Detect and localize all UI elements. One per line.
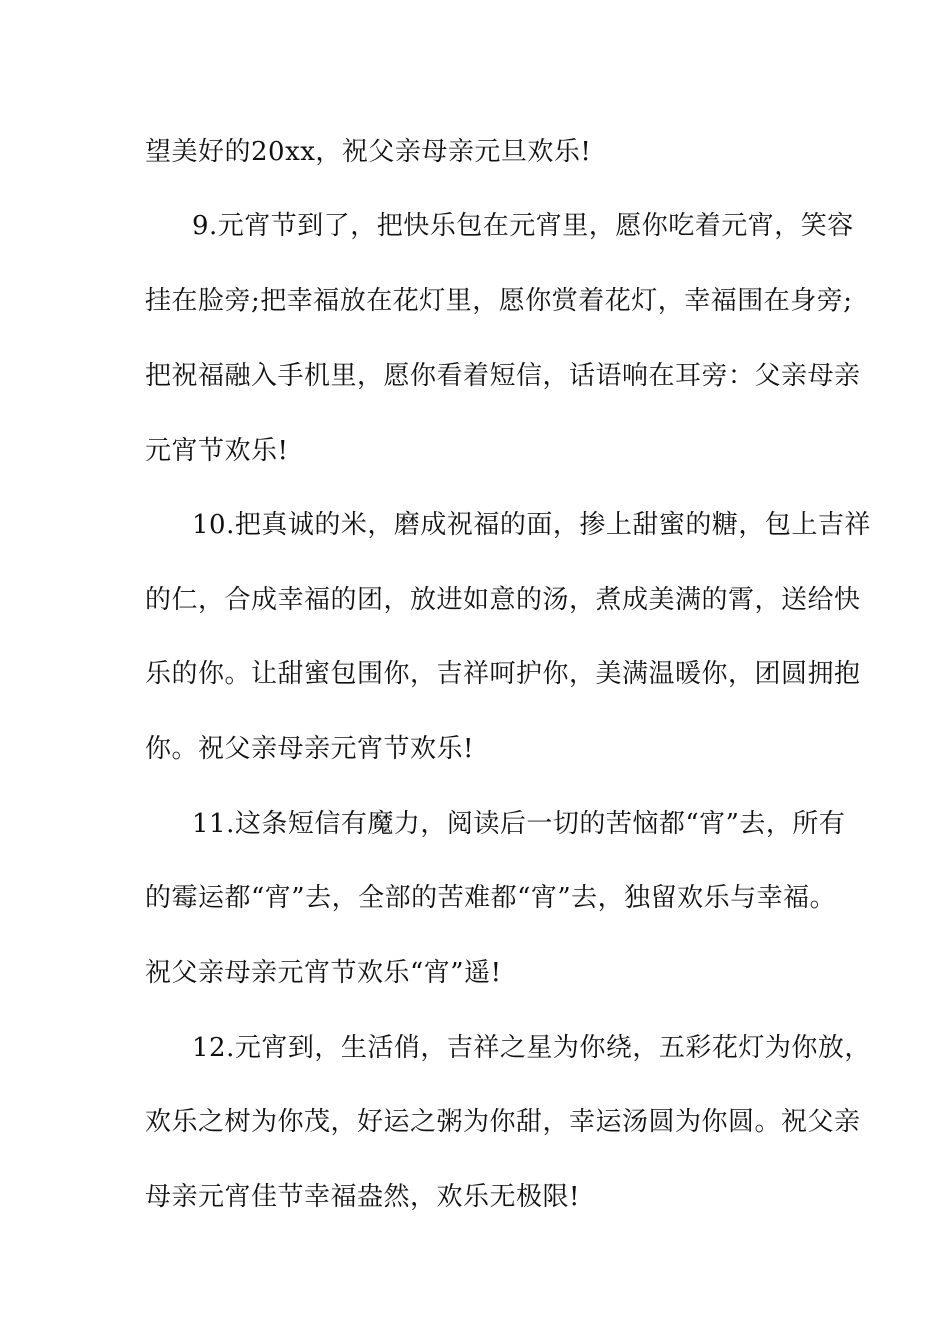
paragraph-12-line-3: 母亲元宵佳节幸福盎然，欢乐无极限! bbox=[145, 1182, 580, 1212]
paragraph-10-line-4: 你。祝父亲母亲元宵节欢乐! bbox=[145, 734, 474, 764]
paragraph-9-line-3: 把祝福融入手机里，愿你看着短信，话语响在耳旁：父亲母亲 bbox=[145, 361, 861, 391]
paragraph-12-line-2: 欢乐之树为你茂，好运之粥为你甜，幸运汤圆为你圆。祝父亲 bbox=[145, 1107, 861, 1137]
paragraph-9-line-2: 挂在脸旁;把幸福放在花灯里，愿你赏着花灯，幸福围在身旁; bbox=[145, 286, 853, 316]
text-line-continuation: 望美好的20xx，祝父亲母亲元旦欢乐! bbox=[145, 137, 592, 167]
paragraph-10-line-1: 10.把真诚的米，磨成祝福的面，掺上甜蜜的糖，包上吉祥 bbox=[192, 510, 871, 540]
paragraph-11-line-2: 的霉运都“宵”去，全部的苦难都“宵”去，独留欢乐与幸福。 bbox=[145, 883, 837, 913]
paragraph-10-line-2: 的仁，合成幸福的团，放进如意的汤，煮成美满的霄，送给快 bbox=[145, 585, 861, 615]
paragraph-9-line-1: 9.元宵节到了，把快乐包在元宵里，愿你吃着元宵，笑容 bbox=[192, 211, 854, 241]
paragraph-12-line-1: 12.元宵到，生活俏，吉祥之星为你绕，五彩花灯为你放， bbox=[192, 1033, 871, 1063]
paragraph-10-line-3: 乐的你。让甜蜜包围你，吉祥呵护你，美满温暖你，团圆拥抱 bbox=[145, 659, 861, 689]
paragraph-9-line-4: 元宵节欢乐! bbox=[145, 436, 289, 466]
paragraph-11-line-3: 祝父亲母亲元宵节欢乐“宵”遥! bbox=[145, 958, 502, 988]
paragraph-11-line-1: 11.这条短信有魔力，阅读后一切的苦恼都“宵”去，所有 bbox=[192, 809, 846, 839]
